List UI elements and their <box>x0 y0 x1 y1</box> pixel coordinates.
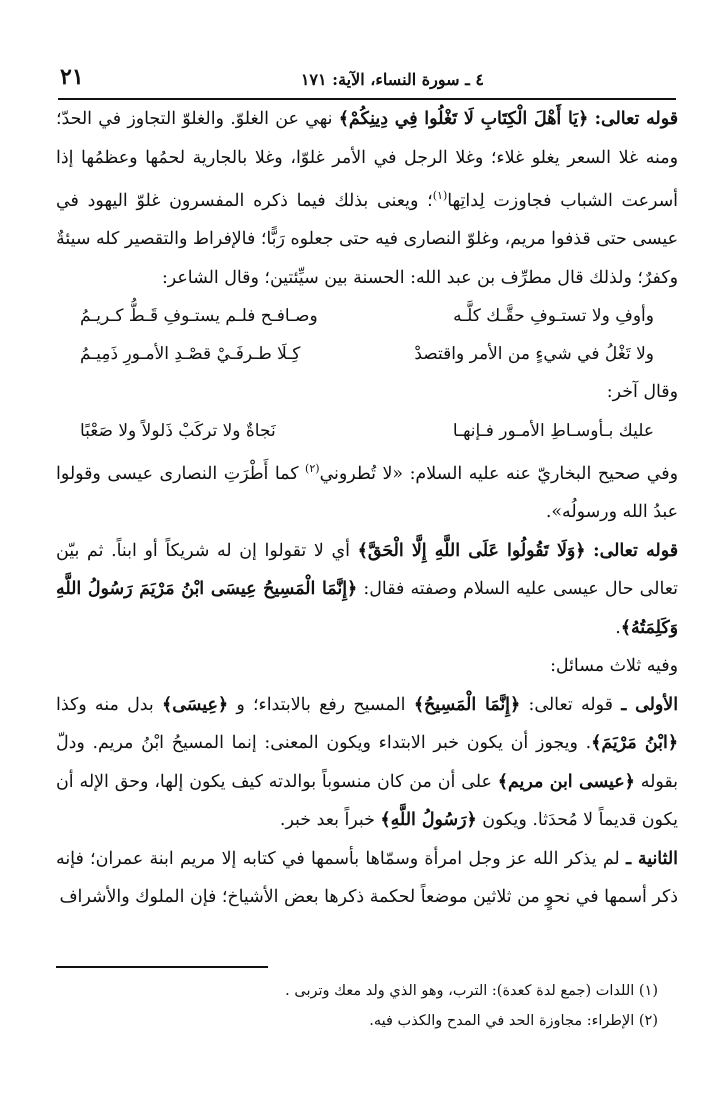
hemistich-right: وأوفِ ولا تستـوفِ حقَّـك كلَّـه <box>453 306 654 327</box>
hemistich-left: نَجاةٌ ولا تركَبْ ذَلولاً ولا صَعْبًا <box>80 420 276 441</box>
quran-quote: ﴿يَا أَهْلَ الْكِتَابِ لَا تَغْلُوا فِي دِينِكُمْ﴾ <box>338 109 589 129</box>
footnote-1: (١) اللدات (جمع لدة كعدة): الترب، وهو الذي ولد معك وتربى . <box>285 983 658 999</box>
page-number: ٢١ <box>60 64 84 90</box>
footnote-2: (٢) الإطراء: مجاوزة الحد في المدح والكذب فيه. <box>369 1013 658 1029</box>
paragraph-text: لم يذكر الله عز وجل امرأة وسمّاها بأسمها في كتابه إلا مريم ابنة عمران؛ فإنه ذكر أسمها في نحوٍ من ثلاثين موضعاً لحكمة ذكرها بعض الأشياخ؛ فإن الملوك والأشراف <box>56 848 678 908</box>
paragraph-text: ؛ ويعنى بذلك فيما ذكره المفسرون غلوّ اليهود في عيسى حتى قذفوا مريم، وغلوّ النصارى فيه حتى جعلوه رَبًّا؛ فالإفراط والتقصير كله سيئةٌ وكفرٌ؛ ولذلك قال مطرِّف بن عبد الله: الحسنة بين سيِّئتين؛ وقال الشاعر: <box>56 190 678 288</box>
paragraph-text: خبراً بعد خبر. <box>279 810 375 831</box>
footnotes <box>56 976 678 1036</box>
quran-quote: ﴿وَلَا تَقُولُوا عَلَى اللَّهِ إِلَّا الْحَقَّ﴾ <box>357 540 586 561</box>
paragraph-4: وفيه ثلاث مسائل: <box>550 656 678 677</box>
paragraph-text: أي لا تقولوا إن له شريكاً أو ابناً. ثم بيّن تعالى حال عيسى عليه السلام وصفته فقال: <box>56 540 678 600</box>
lead-phrase: قوله تعالى: <box>593 540 679 561</box>
paragraph-5 <box>56 686 678 840</box>
paragraph-text: وفي صحيح البخاريّ عنه عليه السلام: «لا تُطروني <box>319 463 679 484</box>
issue-heading: الثانية ـ <box>626 848 678 869</box>
paragraph-1 <box>56 100 678 297</box>
lead-phrase: قوله تعالى: <box>594 109 679 129</box>
running-title: ٤ ـ سورة النساء، الآية: ١٧١ <box>300 70 484 89</box>
paragraph-text: المسيح رفع بالابتداء؛ و <box>236 694 406 715</box>
issue-heading: الأولى ـ <box>621 694 679 715</box>
paragraph-text: بدل منه وكذا <box>56 694 154 715</box>
paragraph-text: على أن من كان منسوباً بوالدته كيف يكون إلها، وحق الإله أن يكون قديماً لا مُحدَثا. ويكون <box>56 771 678 831</box>
hemistich-left: كِـلَا طـرفَـيْ قصْـدِ الأمـورِ ذَمِيـمُ <box>80 344 301 365</box>
page-body <box>56 100 678 917</box>
another-poet-label: وقال آخر: <box>606 382 678 403</box>
quran-quote: ﴿رَسُولُ اللَّهِ﴾ <box>380 810 477 831</box>
paragraph-6 <box>56 840 678 917</box>
paragraph-text: . ويجوز أن يكون خبر الابتداء ويكون المعنى: إنما المسيحُ ابْنُ مريم. ودلّ بقوله <box>56 733 679 792</box>
footnote-ref-2: (٢) <box>305 461 320 475</box>
quran-quote: ﴿إِنَّمَا الْمَسِيحُ عِيسَى ابْنُ مَرْيَمَ رَسُولُ اللَّهِ وَكَلِمَتُهُ﴾ <box>56 579 678 638</box>
quran-quote: ﴿ابْنُ مَرْيَمَ﴾ <box>591 733 679 754</box>
poem-line-1 <box>56 297 678 335</box>
quran-quote: ﴿عيسى ابن مريم﴾ <box>497 771 635 792</box>
paragraph-3 <box>56 532 678 648</box>
page-header <box>60 62 674 98</box>
poem-line-3 <box>56 412 678 450</box>
paragraph-2 <box>56 450 678 532</box>
footnote-rule <box>56 966 268 968</box>
punctuation: . <box>615 617 621 638</box>
paragraph-text: نهي عن الغلوّ. والغلوّ التجاوز في الحدّ؛ ومنه غلا السعر يغلو غلاء؛ وغلا الرجل في الأمر غلوّا، وغلا بالجارية لحمُها وعظمُها إذا أسرعت الشباب فجاوزت لِداتِها <box>56 109 678 211</box>
hemistich-left: وصـافـح فلـم يستـوفِ قَـطُّ كـريـمُ <box>80 306 318 327</box>
hemistich-right: عليك بـأوسـاطِ الأمـور فـإنهـا <box>452 420 654 441</box>
poem-line-2 <box>56 335 678 373</box>
quran-quote: ﴿عِيسَى﴾ <box>162 694 229 715</box>
quran-quote: ﴿إِنَّمَا الْمَسِيحُ﴾ <box>413 694 521 715</box>
hemistich-right: ولا تَغْلُ في شيءٍ من الأمر واقتصدْ <box>414 344 654 365</box>
paragraph-text: كما أَطْرَتِ النصارى عيسى وقولوا عبدُ الله ورسولُه». <box>56 463 678 523</box>
footnote-ref-1: (١) <box>432 189 448 202</box>
paragraph-text: قوله تعالى: <box>528 694 613 715</box>
